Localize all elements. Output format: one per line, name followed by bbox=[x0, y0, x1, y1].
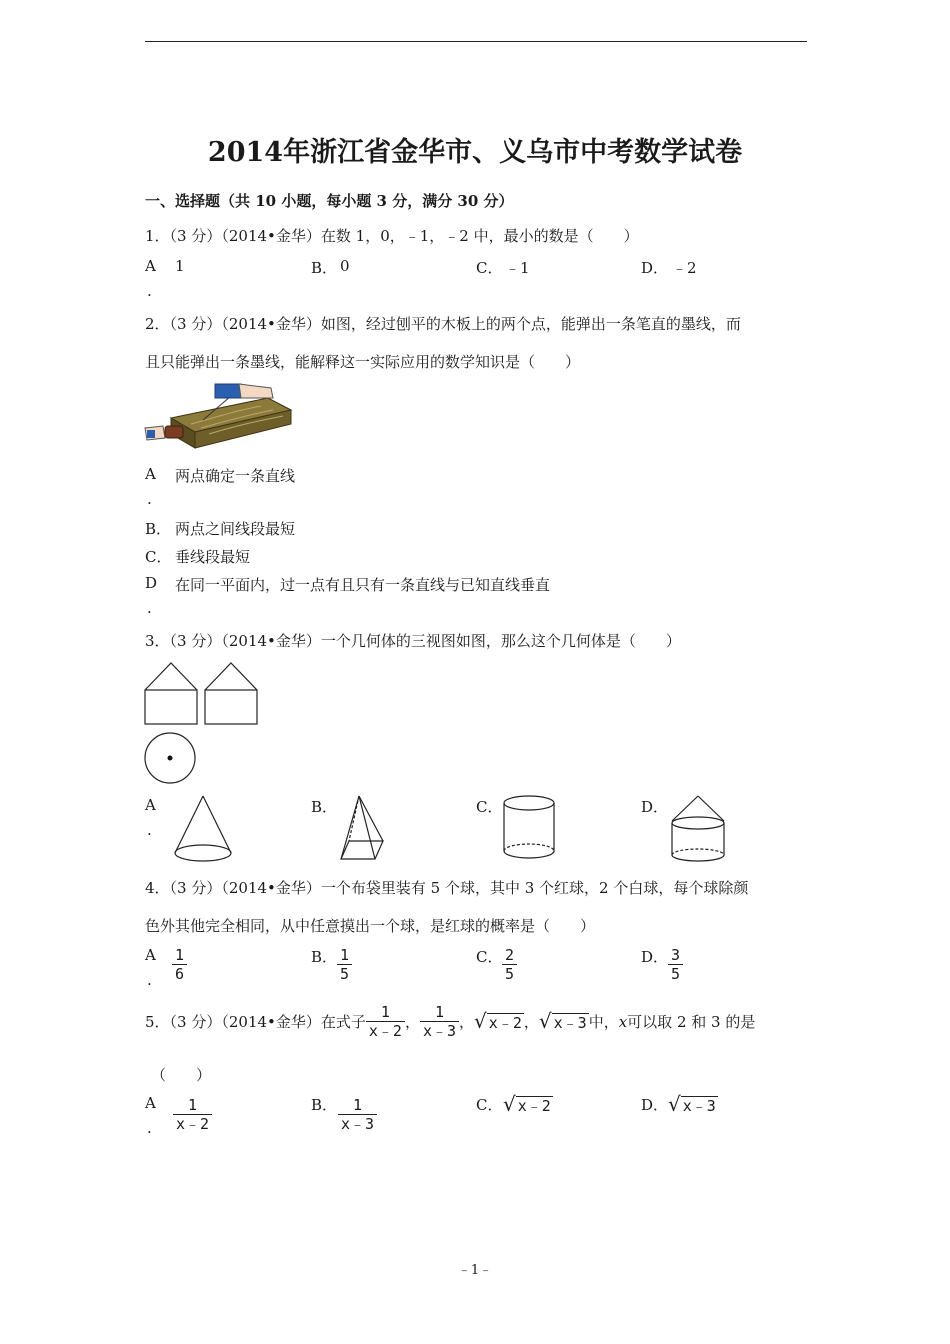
denominator: x﹣2 bbox=[366, 1021, 405, 1040]
question-3-stem: 3．（3 分）（2014•金华）一个几何体的三视图如图，那么这个几何体是（ ） bbox=[145, 632, 681, 650]
q3-option-a-dot: . bbox=[147, 821, 152, 839]
q1-option-d-label: D． bbox=[641, 259, 669, 277]
ink-line-board-illustration bbox=[143, 380, 293, 450]
q5-option-a-fraction bbox=[173, 1096, 212, 1133]
question-1-stem: 1．（3 分）（2014•金华）在数 1，0，﹣1，﹣2 中，最小的数是（ ） bbox=[145, 227, 639, 245]
q5-answer-paren: （ ） bbox=[151, 1066, 212, 1084]
q1-option-a-dot: . bbox=[147, 282, 152, 300]
q2-option-c: 垂线段最短 bbox=[175, 548, 251, 566]
q1-option-a-label: A bbox=[145, 257, 156, 275]
numerator: 1 bbox=[380, 1003, 390, 1021]
side-view bbox=[205, 663, 257, 724]
radical-sign: √ bbox=[538, 1009, 552, 1033]
denominator: x﹣3 bbox=[420, 1021, 459, 1040]
q2-option-c-label: C． bbox=[145, 548, 172, 566]
q3-option-b-label: B． bbox=[311, 798, 338, 816]
section-heading: 一、选择题（共 10 小题，每小题 3 分，满分 30 分） bbox=[145, 192, 514, 210]
page-number: ﹣1﹣ bbox=[457, 1263, 493, 1278]
denominator: 6 bbox=[172, 964, 187, 983]
radicand: x﹣3 bbox=[682, 1097, 716, 1115]
q2-option-d-label: D bbox=[145, 574, 158, 592]
q1-option-d: ﹣2 bbox=[672, 259, 697, 277]
q5-prefix: 5．（3 分）（2014•金华）在式子 bbox=[145, 1013, 366, 1031]
radicand: x﹣2 bbox=[488, 1014, 522, 1032]
numerator: 1 bbox=[353, 1096, 363, 1114]
q5-option-d-label: D． bbox=[641, 1096, 669, 1114]
q4-option-a-dot: . bbox=[147, 971, 152, 989]
top-view bbox=[145, 733, 195, 783]
q2-option-a-label: A bbox=[145, 465, 156, 483]
q5-expr-sqrt-1 bbox=[474, 1011, 524, 1032]
question-2-stem-line1: 2．（3 分）（2014•金华）如图，经过刨平的木板上的两个点，能弹出一条笔直的墨线，而 bbox=[145, 315, 741, 333]
q5-option-d-sqrt bbox=[668, 1094, 718, 1115]
q1-option-c-label: C． bbox=[476, 259, 503, 277]
denominator: x﹣2 bbox=[173, 1114, 212, 1133]
q5-separator: ， bbox=[459, 1013, 475, 1031]
three-view-drawing bbox=[143, 660, 263, 784]
q5-expr-sqrt-2 bbox=[539, 1011, 589, 1032]
q5-option-a-dot: . bbox=[147, 1119, 152, 1137]
numerator: 1 bbox=[175, 946, 185, 964]
numerator: 1 bbox=[434, 1003, 445, 1021]
q5-option-b-label: B． bbox=[311, 1096, 338, 1114]
q3-option-a-label: A bbox=[145, 796, 156, 814]
denominator: 5 bbox=[337, 964, 352, 983]
q3-option-c-label: C． bbox=[476, 798, 503, 816]
question-4-stem-line1: 4．（3 分）（2014•金华）一个布袋里装有 5 个球，其中 3 个红球，2 个白球，每个球除颜 bbox=[145, 879, 749, 897]
pyramid-figure bbox=[337, 793, 387, 863]
radicand: x﹣3 bbox=[553, 1014, 587, 1032]
q4-option-c-label: C． bbox=[476, 948, 503, 966]
cone-figure bbox=[172, 793, 234, 865]
denominator: 5 bbox=[502, 964, 517, 983]
radical-sign: √ bbox=[503, 1092, 516, 1116]
q2-option-d: 在同一平面内，过一点有且只有一条直线与已知直线垂直 bbox=[175, 576, 551, 594]
q4-option-d-fraction bbox=[668, 946, 683, 983]
q5-option-a-label: A bbox=[145, 1094, 156, 1112]
q1-option-b: 0 bbox=[340, 257, 350, 275]
cone-on-cylinder-figure bbox=[667, 793, 729, 863]
q4-option-d-label: D． bbox=[641, 948, 669, 966]
denominator: x﹣3 bbox=[338, 1114, 377, 1133]
front-view bbox=[145, 663, 197, 724]
q5-option-b-fraction bbox=[338, 1096, 377, 1133]
numerator: 1 bbox=[340, 946, 350, 964]
numerator: 2 bbox=[505, 946, 515, 964]
q1-option-b-label: B． bbox=[311, 259, 338, 277]
radicand: x﹣2 bbox=[517, 1097, 551, 1115]
denominator: 5 bbox=[668, 964, 683, 983]
question-5-stem bbox=[145, 1003, 755, 1040]
q4-option-c-fraction bbox=[502, 946, 517, 983]
q4-option-b-fraction bbox=[337, 946, 352, 983]
q5-expr-fraction-1 bbox=[366, 1003, 405, 1040]
question-4-stem-line2: 色外其他完全相同，从中任意摸出一个球，是红球的概率是（ ） bbox=[145, 917, 596, 935]
q4-option-a-fraction bbox=[172, 946, 187, 983]
q3-option-d-label: D． bbox=[641, 798, 669, 816]
header-rule bbox=[145, 41, 807, 42]
q4-option-a-label: A bbox=[145, 946, 156, 964]
q5-option-c-sqrt bbox=[503, 1094, 553, 1115]
q2-option-a: 两点确定一条直线 bbox=[175, 467, 296, 485]
q1-option-a: 1 bbox=[175, 257, 185, 275]
q2-option-b-label: B． bbox=[145, 520, 172, 538]
radical-sign: √ bbox=[474, 1009, 487, 1033]
q5-variable: x bbox=[618, 1012, 628, 1031]
q5-option-c-label: C． bbox=[476, 1096, 503, 1114]
numerator: 1 bbox=[188, 1096, 198, 1114]
numerator: 3 bbox=[671, 946, 681, 964]
q5-separator: ， bbox=[404, 1013, 420, 1031]
q5-separator: ， bbox=[523, 1013, 539, 1031]
cylinder-figure bbox=[500, 793, 558, 863]
q2-option-d-dot: . bbox=[147, 599, 152, 617]
q5-expr-fraction-2 bbox=[420, 1003, 459, 1040]
q2-option-a-dot: . bbox=[147, 490, 152, 508]
q4-option-b-label: B． bbox=[311, 948, 338, 966]
radical-sign: √ bbox=[668, 1092, 681, 1116]
q1-option-c: ﹣1 bbox=[505, 259, 530, 277]
q5-suffix-post: 可以取 2 和 3 的是 bbox=[627, 1013, 756, 1031]
q5-suffix-pre: 中， bbox=[588, 1013, 619, 1031]
page-title: 2014年浙江省金华市、义乌市中考数学试卷 bbox=[207, 137, 743, 168]
q2-option-b: 两点之间线段最短 bbox=[175, 520, 296, 538]
question-2-stem-line2: 且只能弹出一条墨线，能解释这一实际应用的数学知识是（ ） bbox=[145, 353, 581, 371]
